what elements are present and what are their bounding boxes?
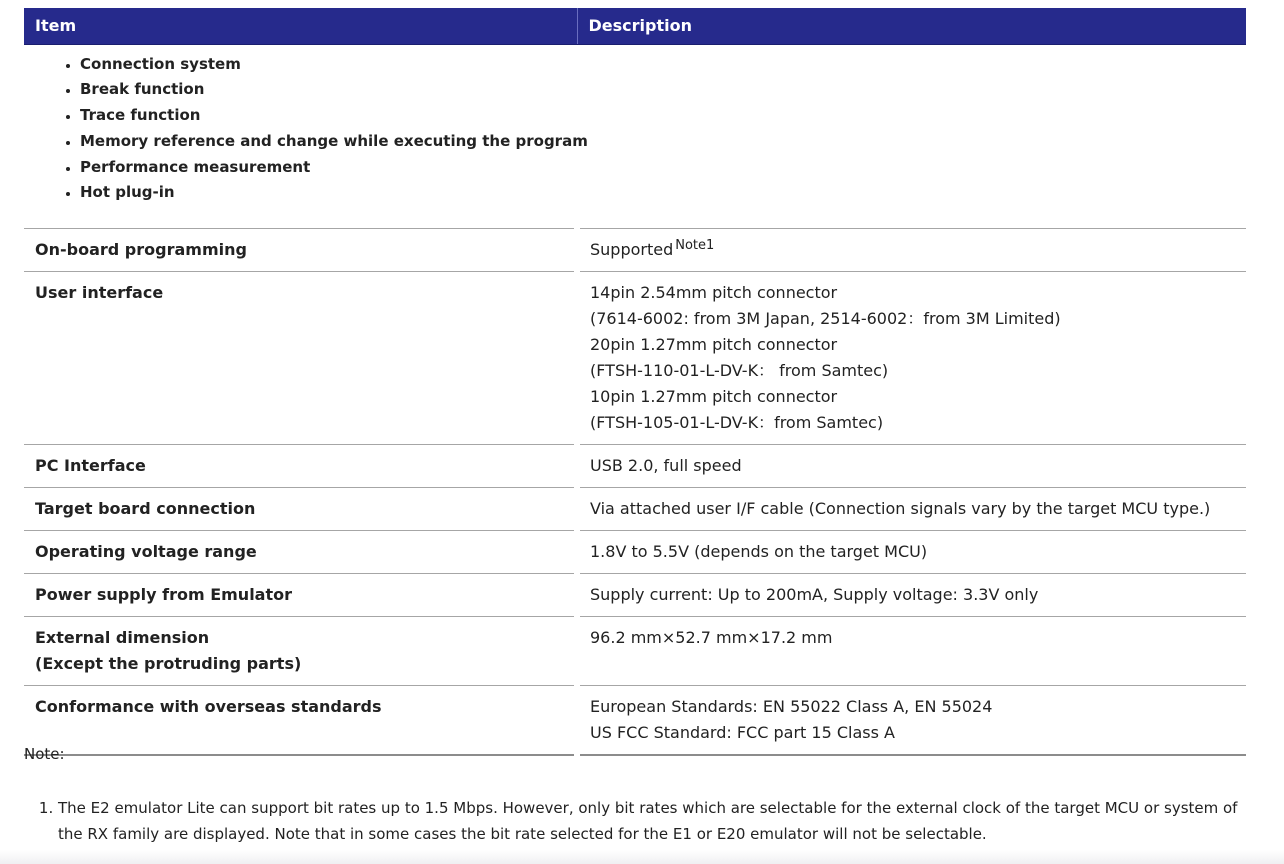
debug-features-row xyxy=(24,44,1246,229)
item-label: User interface xyxy=(35,283,164,303)
description-text: European Standards: EN 55022 Class A, EN 55024 xyxy=(590,697,993,717)
description-text: (7614-6002: from 3M Japan, 2514-6002：from 3M Limited) xyxy=(590,309,1061,329)
debug-feature-item: • Hot plug-in xyxy=(80,180,1235,206)
description-text: 10pin 1.27mm pitch connector xyxy=(590,387,838,407)
description-line xyxy=(590,539,1235,565)
bottom-fade xyxy=(0,850,1284,864)
description-line xyxy=(590,384,1235,410)
description-text: US FCC Standard: FCC part 15 Class A xyxy=(590,723,895,743)
description-text: 14pin 2.54mm pitch connector xyxy=(590,283,838,303)
table-row xyxy=(24,617,1246,686)
description-text: Supply current: Up to 200mA, Supply voltage: 3.3V only xyxy=(590,585,1039,605)
description-cell xyxy=(577,617,1246,686)
item-label: External dimension xyxy=(35,628,210,648)
debug-feature-item: • Connection system xyxy=(80,52,1235,78)
item-cell xyxy=(24,272,577,445)
description-line xyxy=(590,453,1235,479)
item-label: Operating voltage range xyxy=(35,542,257,562)
description-cell xyxy=(577,229,1246,272)
description-text: USB 2.0, full speed xyxy=(590,456,742,476)
description-text: Supported xyxy=(590,240,674,260)
spec-table xyxy=(24,8,1246,756)
notes-list xyxy=(24,795,1246,847)
description-line xyxy=(590,496,1235,522)
description-line xyxy=(590,694,1235,720)
description-cell xyxy=(577,488,1246,531)
item-cell xyxy=(24,445,577,488)
table-row xyxy=(24,229,1246,272)
note-label: Note: xyxy=(24,745,65,763)
table-row xyxy=(24,531,1246,574)
description-text: (FTSH-105-01-L-DV-K：from Samtec) xyxy=(590,413,884,433)
item-label: (Except the protruding parts) xyxy=(35,654,302,674)
item-label: Target board connection xyxy=(35,499,256,519)
note-reference: Note1 xyxy=(675,238,715,254)
item-label: Conformance with overseas standards xyxy=(35,697,382,717)
debug-feature-item: • Performance measurement xyxy=(80,155,1235,181)
table-row xyxy=(24,445,1246,488)
item-cell xyxy=(24,531,577,574)
item-cell xyxy=(24,617,577,686)
description-line xyxy=(590,280,1235,306)
table-row xyxy=(24,272,1246,445)
description-text: (FTSH-110-01-L-DV-K： from Samtec) xyxy=(590,361,889,381)
description-cell xyxy=(577,531,1246,574)
description-cell xyxy=(577,574,1246,617)
description-line xyxy=(590,332,1235,358)
spec-table-container xyxy=(24,8,1246,756)
item-cell xyxy=(24,574,577,617)
item-label: Power supply from Emulator xyxy=(35,585,293,605)
debug-feature-item: • Break function xyxy=(80,77,1235,103)
description-text: 96.2 mm×52.7 mm×17.2 mm xyxy=(590,628,833,648)
description-text: 1.8V to 5.5V (depends on the target MCU) xyxy=(590,542,928,562)
description-line xyxy=(590,720,1235,746)
description-line xyxy=(590,358,1235,384)
description-text: 20pin 1.27mm pitch connector xyxy=(590,335,838,355)
table-row xyxy=(24,686,1246,756)
header-item: Item xyxy=(24,8,577,44)
description-line xyxy=(590,410,1235,436)
debug-feature-item: • Memory reference and change while executing the program xyxy=(80,129,1235,155)
debug-feature-item: • Trace function xyxy=(80,103,1235,129)
debug-feature-list xyxy=(35,45,1235,229)
item-cell xyxy=(24,488,577,531)
header-description: Description xyxy=(577,8,1246,44)
description-line xyxy=(590,306,1235,332)
item-cell xyxy=(24,229,577,272)
description-line xyxy=(590,582,1235,608)
table-row xyxy=(24,574,1246,617)
item-label: On-board programming xyxy=(35,240,247,260)
table-header-row xyxy=(24,8,1246,44)
description-cell xyxy=(577,445,1246,488)
description-text: Via attached user I/F cable (Connection signals vary by the target MCU type.) xyxy=(590,499,1211,519)
note-item: 1. The E2 emulator Lite can support bit rates up to 1.5 Mbps. However, only bit rates which are selectable for the external clock of the target MCU or system of the RX family are displayed. Note that in some cases the bit rate selected for the E1 or E20 emulator will not be selectable. xyxy=(58,795,1246,847)
item-cell xyxy=(24,686,577,756)
item-label: PC Interface xyxy=(35,456,146,476)
description-line xyxy=(590,625,1235,651)
description-line xyxy=(590,237,1235,263)
description-cell xyxy=(577,272,1246,445)
description-cell xyxy=(577,686,1246,756)
table-row xyxy=(24,488,1246,531)
